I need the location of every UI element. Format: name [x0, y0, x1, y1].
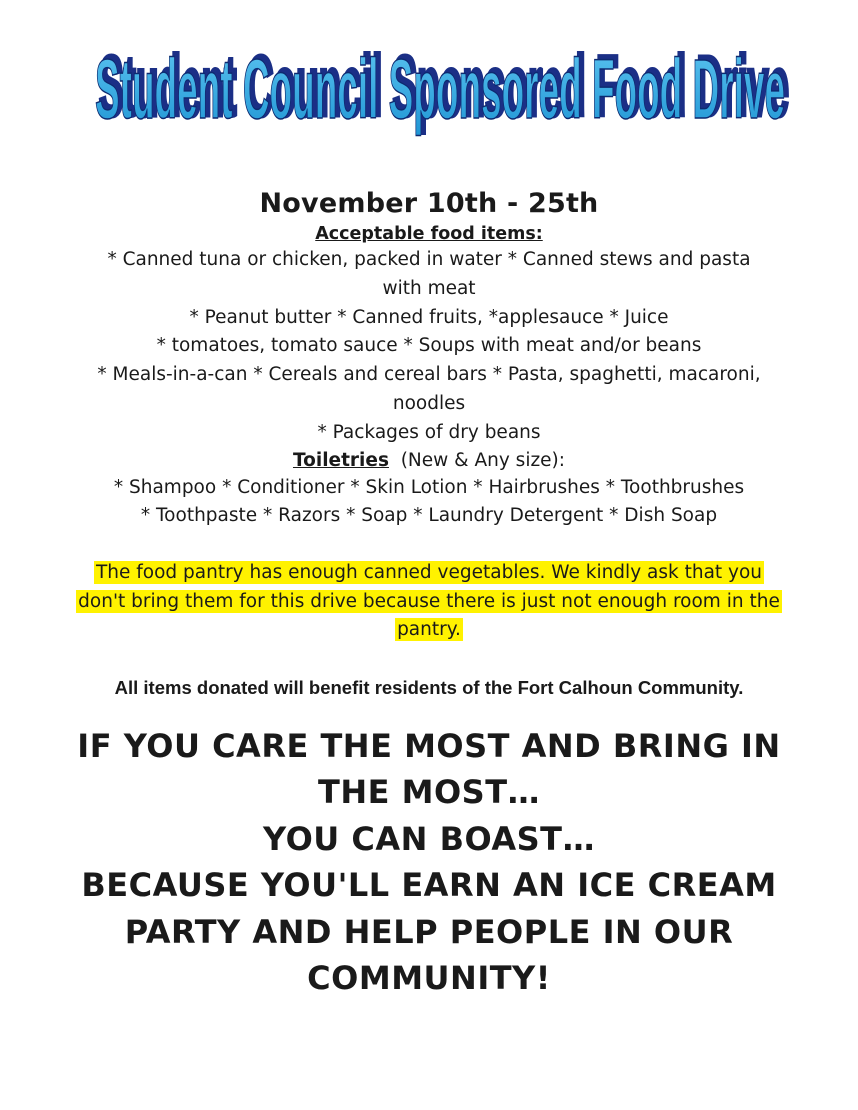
pantry-notice-text: The food pantry has enough canned vegetables. We kindly ask that you don't bring them for this drive because there is just not enough room in the pantry. — [78, 562, 780, 641]
toiletries-heading — [20, 448, 838, 474]
food-heading-label: Acceptable food items: — [315, 224, 543, 244]
food-line: * Canned tuna or chicken, packed in water * Canned stews and pasta — [107, 249, 751, 270]
food-line: * tomatoes, tomato sauce * Soups with meat and/or beans — [156, 335, 702, 357]
wordart-title — [90, 22, 790, 152]
pantry-notice — [69, 559, 789, 645]
toiletries-line: * Toothpaste * Razors * Soap * Laundry Detergent * Dish Soap — [140, 505, 718, 527]
flyer-content — [20, 186, 838, 1002]
food-line: * Peanut butter * Canned fruits, *applesauce * Juice — [189, 306, 669, 328]
benefit-statement: All items donated will benefit residents of the Fort Calhoun Community. — [114, 676, 744, 698]
closing-line: IF YOU CARE THE MOST AND BRING IN — [77, 726, 781, 765]
closing-line: THE MOST… — [317, 773, 541, 812]
title-text: Student Council Sponsored Food Drive — [95, 42, 785, 136]
food-line: * Meals-in-a-can * Cereals and cereal bars * Pasta, spaghetti, macaroni, — [97, 364, 761, 386]
drive-dates: November 10th - 25th — [259, 188, 599, 219]
closing-line: BECAUSE YOU'LL EARN AN ICE CREAM — [81, 866, 777, 905]
closing-line: COMMUNITY! — [307, 959, 551, 998]
title-shadow-text: Student Council Sponsored Food Drive — [99, 39, 789, 133]
toiletries-heading-note: (New & Any size): — [400, 449, 566, 471]
food-line: with meat — [382, 277, 476, 299]
closing-message — [49, 723, 809, 1002]
food-line: noodles — [392, 392, 466, 414]
food-line: * Packages of dry beans — [317, 421, 541, 443]
wordart-title-graphic — [90, 22, 790, 152]
food-heading — [20, 222, 838, 246]
toiletries-heading-label: Toiletries — [292, 449, 389, 471]
closing-line: PARTY AND HELP PEOPLE IN OUR — [124, 912, 734, 951]
toiletries-line: * Shampoo * Conditioner * Skin Lotion * Hairbrushes * Toothbrushes — [113, 476, 745, 498]
closing-line: YOU CAN BOAST… — [263, 819, 595, 858]
